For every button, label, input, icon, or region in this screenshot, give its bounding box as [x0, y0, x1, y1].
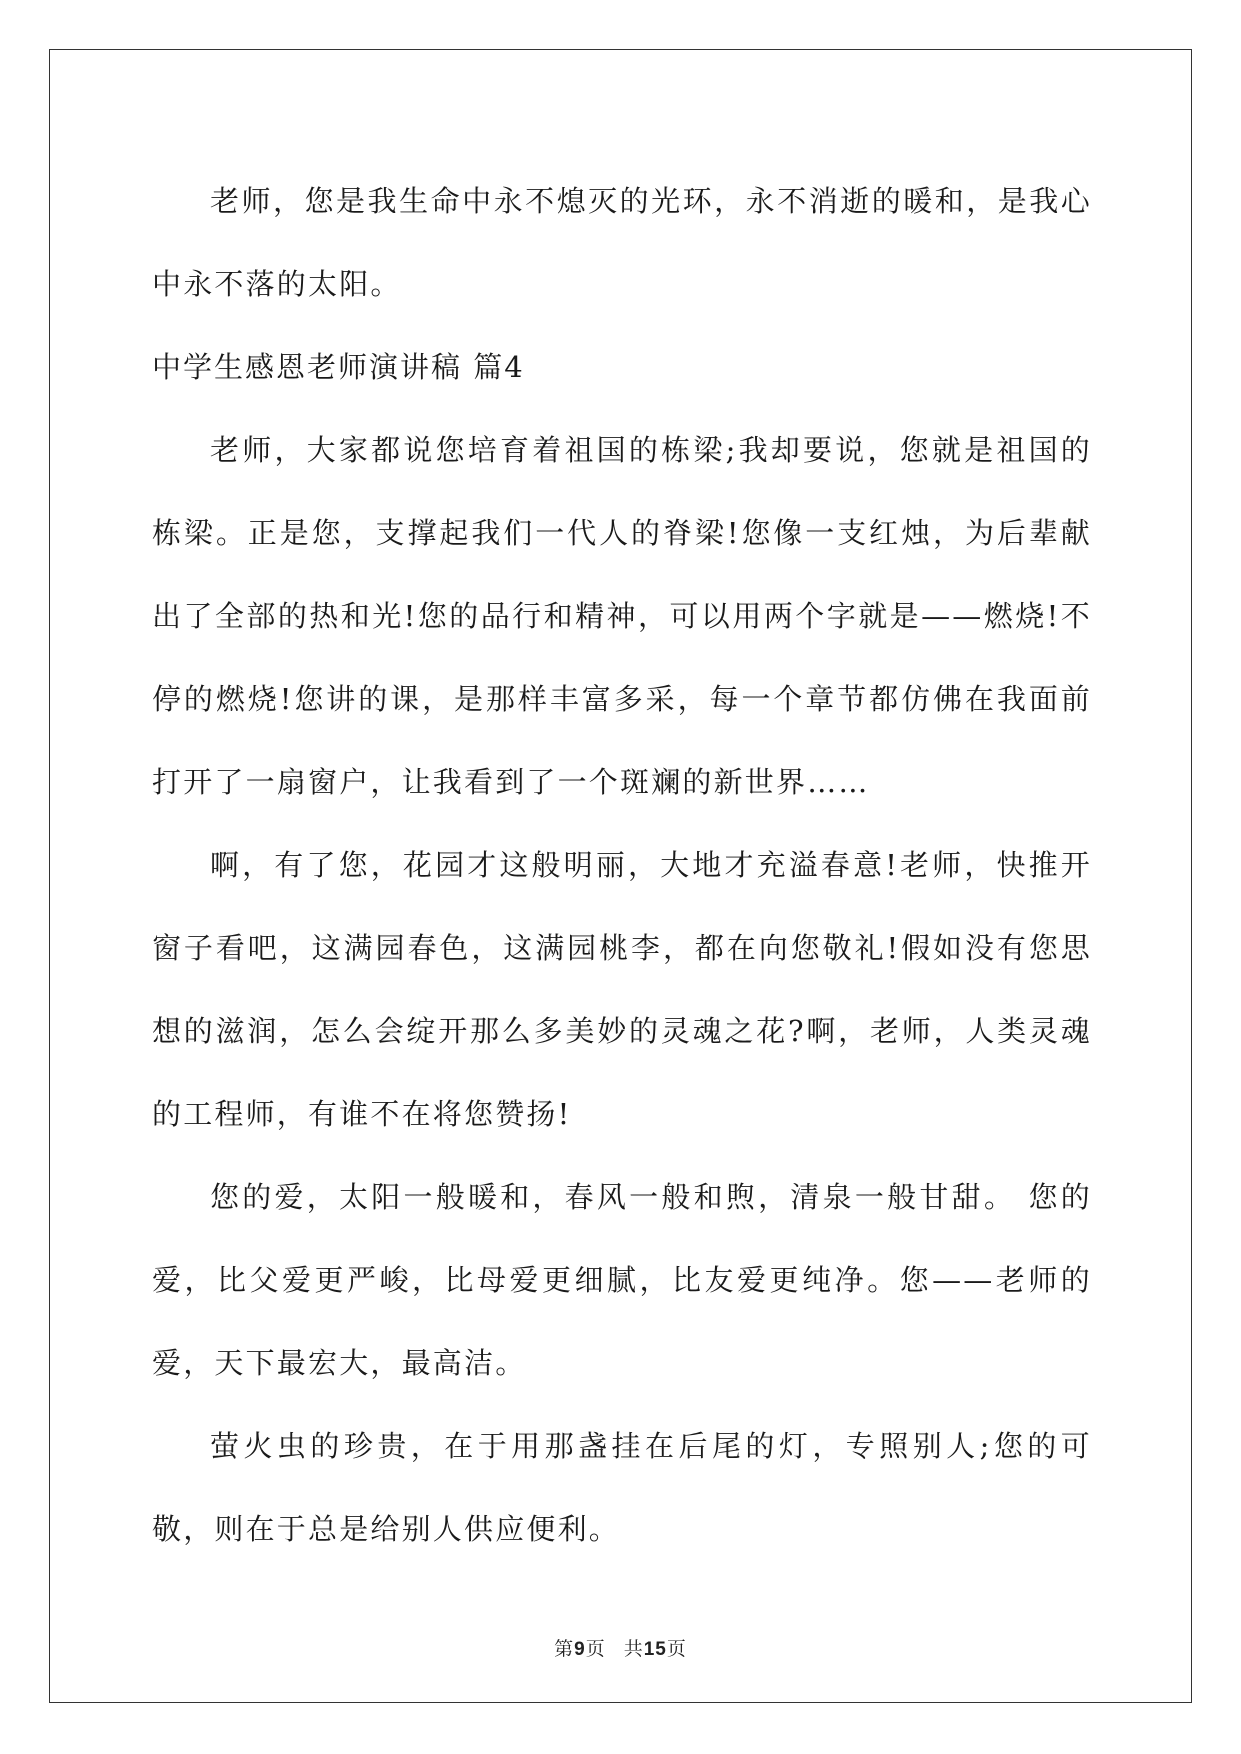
document-body	[152, 160, 1092, 1571]
paragraph: 啊，有了您，花园才这般明丽，大地才充溢春意!老师，快推开窗子看吧，这满园春色，这满园桃李，都在向您敬礼!假如没有您思想的滋润，怎么会绽开那么多美妙的灵魂之花?啊，老师，人类灵魂的工程师，有谁不在将您赞扬!	[152, 848, 1092, 1131]
paragraph: 老师，您是我生命中永不熄灭的光环，永不消逝的暖和，是我心中永不落的太阳。	[152, 184, 1092, 301]
paragraph: 老师，大家都说您培育着祖国的栋梁;我却要说，您就是祖国的栋梁。正是您，支撑起我们一代人的脊梁!您像一支红烛，为后辈献出了全部的热和光!您的品行和精神，可以用两个字就是——燃烧!不停的燃烧!您讲的课，是那样丰富多采，每一个章节都仿佛在我面前打开了一扇窗户，让我看到了一个斑斓的新世界……	[152, 433, 1092, 799]
page-prefix: 第	[554, 1638, 575, 1660]
section-heading: 中学生感恩老师演讲稿 篇4	[152, 350, 525, 384]
total-suffix: 页	[666, 1638, 687, 1660]
page-footer	[0, 1634, 1241, 1661]
paragraph: 您的爱，太阳一般暖和，春风一般和煦，清泉一般甘甜。 您的爱，比父爱更严峻，比母爱更细腻，比友爱更纯净。您——老师的爱，天下最宏大，最高洁。	[152, 1180, 1092, 1380]
page-word: 页	[585, 1638, 606, 1660]
current-page-number: 9	[574, 1639, 586, 1660]
paragraph: 萤火虫的珍贵，在于用那盏挂在后尾的灯，专照别人;您的可敬，则在于总是给别人供应便利。	[152, 1429, 1092, 1546]
total-prefix: 共	[623, 1638, 644, 1660]
total-page-number: 15	[643, 1639, 667, 1660]
